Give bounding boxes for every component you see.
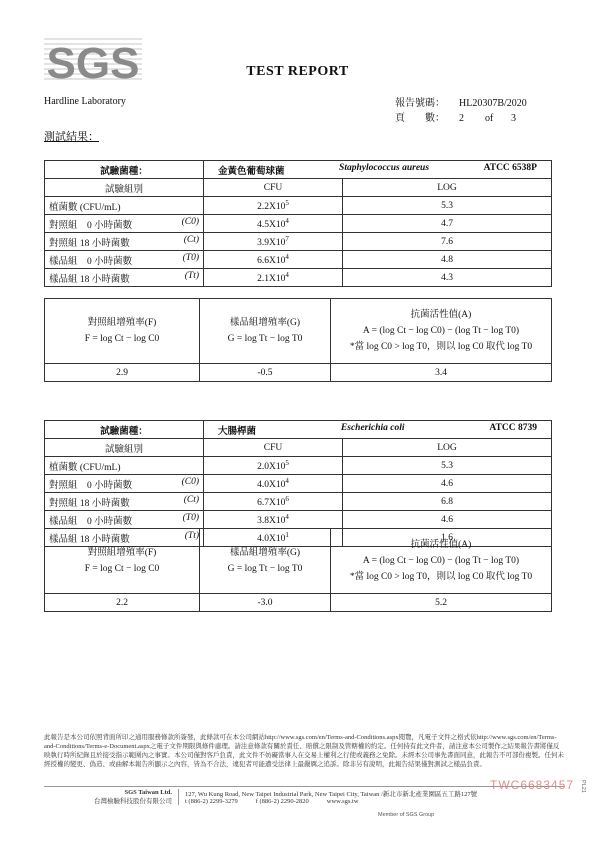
g-value: -0.5: [200, 364, 331, 382]
f-value: 2.9: [45, 364, 200, 382]
row-symbol: (Tt): [184, 530, 199, 541]
strain-label: 試驗菌種：: [45, 161, 204, 179]
header-cfu: CFU: [204, 439, 343, 457]
strain-cn: 金黃色葡萄球菌: [218, 166, 285, 177]
row-label: 對照組 18 小時菌數: [49, 238, 130, 249]
row-label: 對照組 18 小時菌數: [49, 498, 130, 509]
row-label-cell: [45, 233, 204, 251]
result-row: [45, 197, 552, 215]
g-formula: G = log Tt − log T0: [227, 564, 303, 574]
log-cell: 7.6: [343, 233, 552, 251]
header-log: LOG: [343, 439, 552, 457]
cfu-base: 3.8X10: [257, 516, 286, 527]
cfu-base: 4.5X10: [257, 220, 286, 231]
row-symbol: (Tt): [184, 270, 199, 281]
g-formula: G = log Tt − log T0: [227, 334, 303, 344]
row-symbol: (T0): [182, 252, 199, 263]
f-title: 對照組增殖率(F): [87, 318, 157, 328]
row-symbol: (Ct): [183, 494, 199, 505]
g-value: -3.0: [200, 594, 331, 612]
header-group: 試驗組別: [45, 439, 204, 457]
row-label-cell: [45, 493, 204, 511]
a-formula: A = (log Ct − log C0) − (log Tt − log T0): [362, 556, 520, 566]
company-fax: f (886-2) 2290-2820: [255, 798, 309, 805]
cfu-exponent: 4: [285, 512, 289, 521]
a-cell: [331, 299, 552, 364]
strain-latin: Staphylococcus aureus: [339, 162, 430, 173]
cfu-exponent: 7: [285, 234, 289, 243]
a-formula: A = (log Ct − log C0) − (log Tt − log T0): [362, 326, 520, 336]
g-cell: [200, 529, 331, 594]
strain-atcc: ATCC 8739: [489, 422, 537, 433]
a-value: 3.4: [331, 364, 552, 382]
cfu-base: 2.0X10: [257, 462, 286, 473]
cfu-exponent: 4: [285, 252, 289, 261]
cfu-base: 4.0X10: [257, 534, 286, 545]
member-of-sgs: Member of SGS Group: [378, 812, 435, 818]
cfu-cell: [204, 215, 343, 233]
a-title: 抗菌活性值(A): [410, 540, 472, 550]
row-label-cell: [45, 511, 204, 529]
cfu-cell: [204, 511, 343, 529]
company-name: SGS Taiwan Ltd.: [124, 789, 172, 796]
result-row: [45, 493, 552, 511]
header-log: LOG: [343, 179, 552, 197]
log-cell: 4.3: [343, 269, 552, 287]
result-row: [45, 215, 552, 233]
log-cell: 4.8: [343, 251, 552, 269]
strain-name-cell: [204, 161, 552, 179]
cfu-cell: [204, 269, 343, 287]
f-cell: [45, 529, 200, 594]
result-row: [45, 233, 552, 251]
log-cell: 4.6: [343, 511, 552, 529]
row-label-cell: [45, 269, 204, 287]
strain-cn: 大腸桿菌: [218, 426, 257, 437]
footer-disclaimer: 此報告是本公司依照背面所印之通用服務條款所簽發，此條款可在本公司網站http://www.sgs.com/en/Terms-and-Conditions.aspx閱覽，凡電子文件之格式依http://www.sgs.com/en/Terms-and-Conditions/Terms-e-Document.aspx之電子文件期限與條件處理。請注意條款有關於責任、賠償之限制及管轄權的約定。任何持有此文件者，請注意本公司製作之結果報告書將僅反映執行時所紀錄且於接受指示範圍內之事實。本公司僅對客戶負責，此文件不妨礙當事人在交易上權利之行使或義務之免除。未經本公司事先書面同意，此報告不可部份複製。任何未經授權的變更、偽造、或曲解本報告所顯示之內容，皆為不合法，違犯者可能遭受法律上最嚴厲之追訴。除非另有說明，此報告結果僅對測試之樣品負責。: [44, 734, 564, 768]
cfu-base: 2.2X10: [257, 202, 286, 213]
g-cell: [200, 299, 331, 364]
a-value: 5.2: [331, 594, 552, 612]
cfu-base: 3.9X10: [257, 238, 286, 249]
a-cell: [331, 529, 552, 594]
result-row: [45, 269, 552, 287]
a-note: *當 log C0 > log T0，則以 log C0 取代 log T0: [349, 342, 533, 352]
header-cfu: CFU: [204, 179, 343, 197]
row-label: 對照組 0 小時菌數: [49, 220, 133, 231]
cfu-base: 2.1X10: [257, 274, 286, 285]
f-title: 對照組增殖率(F): [87, 548, 157, 558]
cfu-cell: [204, 233, 343, 251]
f-cell: [45, 299, 200, 364]
cfu-cell: [204, 251, 343, 269]
row-label: 樣品組 18 小時菌數: [49, 274, 130, 285]
lab-name: Hardline Laboratory: [44, 96, 126, 107]
header-group: 試驗組別: [45, 179, 204, 197]
row-label: 樣品組 0 小時菌數: [49, 516, 133, 527]
serial-number: TWC6683457: [490, 778, 575, 792]
a-note: *當 log C0 > log T0，則以 log C0 取代 log T0: [349, 572, 533, 582]
cfu-cell: [204, 475, 343, 493]
company-name-cn: 台灣檢驗科技股份有限公司: [94, 798, 172, 805]
log-cell: 6.8: [343, 493, 552, 511]
org2-calc-table: [44, 528, 552, 612]
row-label-cell: [45, 215, 204, 233]
row-label-cell: [45, 475, 204, 493]
org1-results-table: [44, 160, 552, 287]
log-cell: 5.3: [343, 197, 552, 215]
org1-calc-table: [44, 298, 552, 382]
results-label: 測試結果：: [44, 131, 99, 143]
page-of: of: [485, 113, 494, 124]
company-address: 127, Wu Kung Road, New Taipei Industrial Park, New Taipei City, Taiwan /新北市新北產業園區五工路127號: [185, 791, 478, 798]
cfu-exponent: 6: [285, 494, 289, 503]
result-row: [45, 251, 552, 269]
page-label: 頁 數：: [395, 113, 445, 124]
cfu-exponent: 5: [285, 198, 289, 207]
cfu-cell: [204, 457, 343, 475]
company-tel: t (886-2) 2299-3279: [185, 798, 238, 805]
report-meta: [395, 96, 527, 126]
row-label-cell: [45, 197, 204, 215]
strain-name-cell: [204, 421, 552, 439]
cfu-exponent: 1: [285, 530, 289, 539]
f-formula: F = log Ct − log C0: [84, 334, 160, 344]
log-cell: 1.6: [343, 529, 552, 547]
page-number: 2: [459, 113, 464, 124]
result-row: [45, 511, 552, 529]
footer-divider: [44, 786, 564, 787]
cfu-base: 6.7X10: [257, 498, 286, 509]
report-no-label: 報告號碼：: [395, 98, 445, 109]
page-total: 3: [511, 113, 516, 124]
cfu-exponent: 4: [285, 216, 289, 225]
report-title: TEST REPORT: [246, 64, 349, 79]
row-label: 樣品組 18 小時菌數: [49, 534, 130, 545]
log-cell: 4.6: [343, 475, 552, 493]
result-row: [45, 475, 552, 493]
strain-latin: Escherichia coli: [340, 422, 405, 433]
strain-atcc: ATCC 6538P: [483, 162, 537, 173]
g-title: 樣品組增殖率(G): [229, 548, 301, 558]
cfu-exponent: 4: [285, 476, 289, 485]
row-label: 植菌數 (CFU/mL): [49, 462, 121, 473]
footer-contact: [44, 789, 564, 805]
row-label: 對照組 0 小時菌數: [49, 480, 133, 491]
row-label-cell: [45, 457, 204, 475]
f-value: 2.2: [45, 594, 200, 612]
row-label: 植菌數 (CFU/mL): [49, 202, 121, 213]
log-cell: 5.3: [343, 457, 552, 475]
row-label-cell: [45, 251, 204, 269]
row-symbol: (C0): [181, 216, 199, 227]
f-formula: F = log Ct − log C0: [84, 564, 160, 574]
g-title: 樣品組增殖率(G): [229, 318, 301, 328]
strain-label: 試驗菌種：: [45, 421, 204, 439]
cfu-cell: [204, 197, 343, 215]
report-no: HL20307B/2020: [459, 98, 527, 109]
result-row: [45, 457, 552, 475]
cfu-cell: [204, 493, 343, 511]
cfu-exponent: 5: [285, 458, 289, 467]
svg-text:SGS: SGS: [46, 39, 140, 86]
log-cell: 4.7: [343, 215, 552, 233]
a-title: 抗菌活性值(A): [410, 310, 472, 320]
row-symbol: (C0): [181, 476, 199, 487]
row-symbol: (T0): [182, 512, 199, 523]
side-code: PL21: [580, 780, 586, 793]
row-label: 樣品組 0 小時菌數: [49, 256, 133, 267]
row-symbol: (Ct): [183, 234, 199, 245]
company-web[interactable]: www.sgs.tw: [326, 798, 359, 805]
cfu-exponent: 4: [285, 270, 289, 279]
cfu-base: 4.0X10: [257, 480, 286, 491]
cfu-base: 6.6X10: [257, 256, 286, 267]
